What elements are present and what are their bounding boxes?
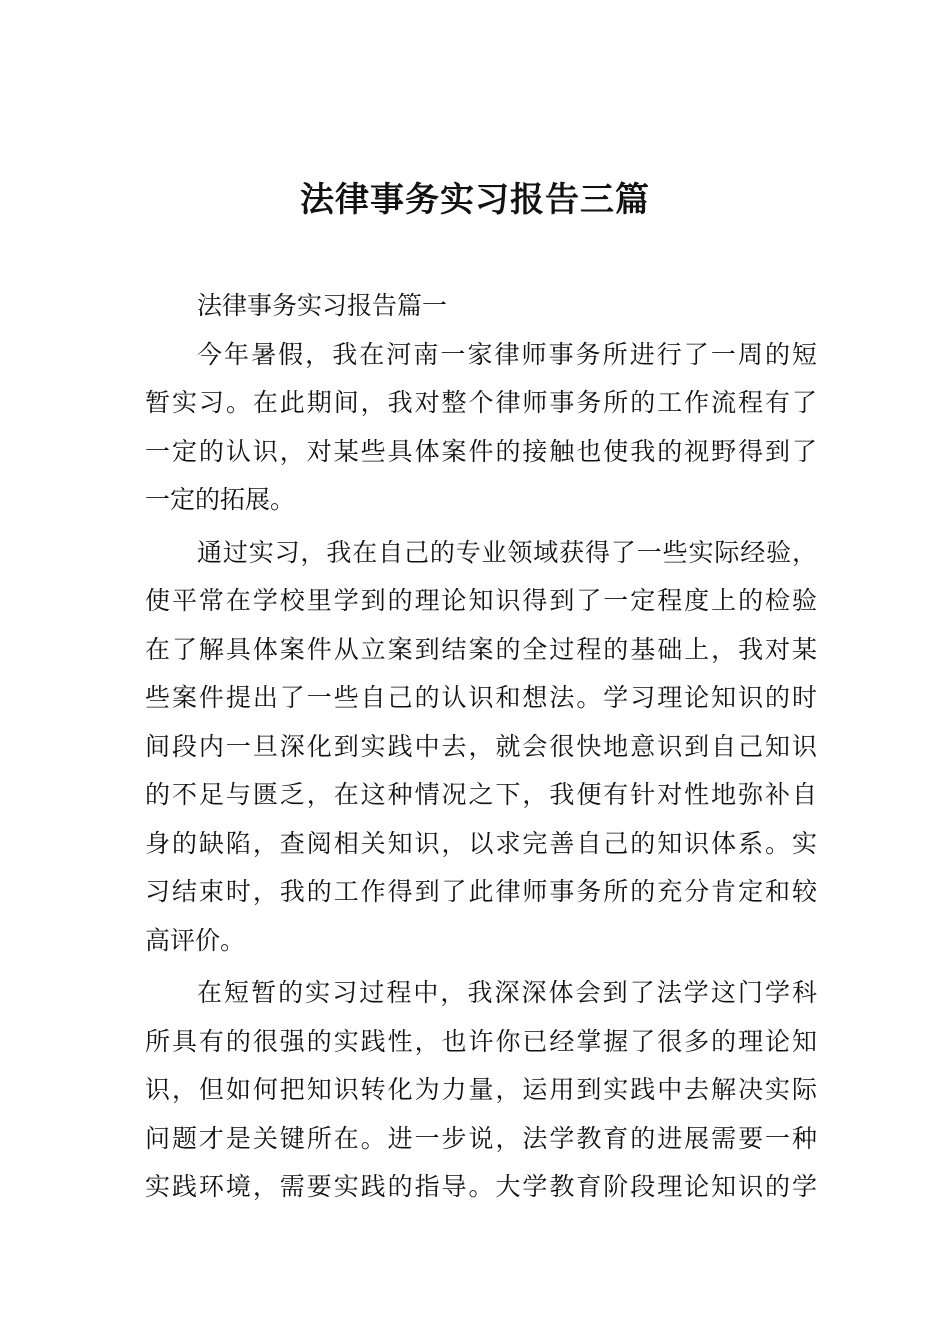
- paragraph-line: 的不足与匮乏，在这种情况之下，我便有针对性地弥补自: [145, 780, 817, 809]
- paragraph-line: 习结束时，我的工作得到了此律师事务所的充分肯定和较: [145, 877, 817, 906]
- document-body: [145, 282, 817, 1212]
- paragraph-line: 些案件提出了一些自己的认识和想法。学习理论知识的时: [145, 683, 817, 712]
- paragraph-line: 在短暂的实习过程中，我深深体会到了法学这门学科: [197, 978, 817, 1007]
- paragraph-line: 所具有的很强的实践性，也许你已经掌握了很多的理论知: [145, 1026, 817, 1056]
- paragraph-line: 识，但如何把知识转化为力量，运用到实践中去解决实际: [145, 1075, 817, 1104]
- paragraph-line: 使平常在学校里学到的理论知识得到了一定程度上的检验: [145, 586, 817, 615]
- paragraph-line: 一定的拓展。: [145, 485, 296, 514]
- paragraph-line: 间段内一旦深化到实践中去，就会很快地意识到自己知识: [145, 731, 817, 761]
- section-heading: 法律事务实习报告篇一: [197, 291, 448, 320]
- document-title: 法律事务实习报告三篇: [300, 180, 650, 220]
- paragraph-line: 身的缺陷，查阅相关知识，以求完善自己的知识体系。实: [145, 828, 817, 858]
- paragraph-line: 通过实习，我在自己的专业领域获得了一些实际经验，: [197, 537, 817, 567]
- paragraph-line: 今年暑假，我在河南一家律师事务所进行了一周的短: [197, 339, 817, 369]
- paragraph-line: 一定的认识，对某些具体案件的接触也使我的视野得到了: [145, 436, 817, 466]
- paragraph: [145, 969, 817, 1212]
- paragraph-line: 问题才是关键所在。进一步说，法学教育的进展需要一种: [145, 1123, 817, 1153]
- paragraph-line: 实践环境，需要实践的指导。大学教育阶段理论知识的学: [145, 1172, 817, 1201]
- paragraph-line: 在了解具体案件从立案到结案的全过程的基础上，我对某: [145, 634, 817, 664]
- paragraph-line: 暂实习。在此期间，我对整个律师事务所的工作流程有了: [145, 388, 817, 417]
- paragraph: [145, 331, 817, 525]
- paragraph: [145, 529, 817, 966]
- paragraph-line: 高评价。: [145, 925, 246, 955]
